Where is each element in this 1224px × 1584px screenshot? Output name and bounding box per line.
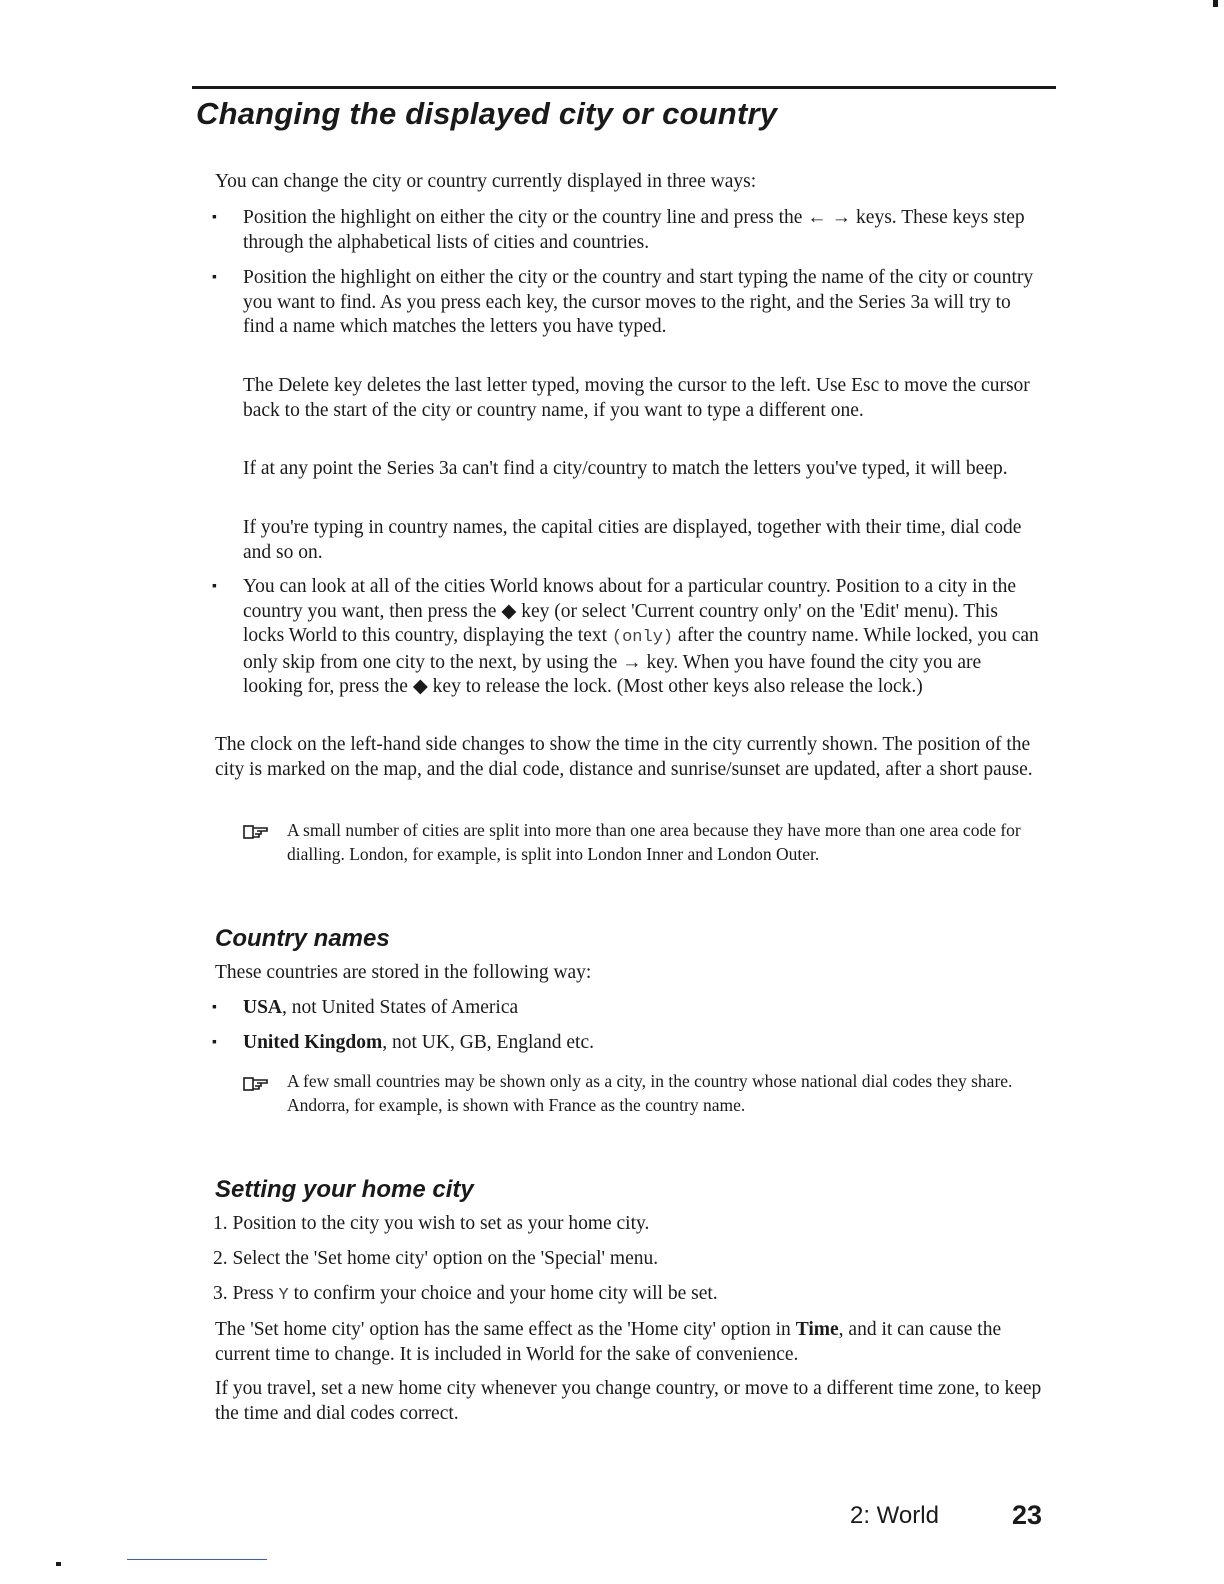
step-text: Select the 'Set home city' option on the 'Special' menu. bbox=[232, 1248, 659, 1269]
country-item-uk bbox=[243, 1031, 1043, 1056]
home-city-step-1 bbox=[213, 1212, 1043, 1237]
crop-mark-top-right bbox=[1213, 0, 1218, 7]
home-city-paragraph-1 bbox=[215, 1318, 1045, 1367]
footer-page-number: 23 bbox=[1012, 1500, 1043, 1530]
country-item-usa bbox=[243, 996, 1043, 1021]
bullet-dot-icon: ▪ bbox=[212, 579, 217, 594]
country-item-bold: USA bbox=[243, 997, 283, 1018]
bullet-arrow-keys: Position the highlight on either the city or the country line and press the ← → keys. These keys step through the alphabetical lists of cities and countries. bbox=[243, 207, 1025, 253]
step-number: 3. bbox=[213, 1283, 228, 1304]
sub-paragraph-beep: If at any point the Series 3a can't find a city/country to match the letters you've typed, it will beep. bbox=[243, 458, 1008, 479]
bottom-rule bbox=[127, 1559, 267, 1560]
bullet-dot-icon: ▪ bbox=[212, 210, 217, 225]
bullet-typing-name: Position the highlight on either the city or the country and start typing the name of the city or country you want to find. As you press each key, the cursor moves to the right, and the Series 3a will try to find a name which matches the letters you have typed. bbox=[243, 267, 1034, 337]
para-text-a: The 'Set home city' option has the same effect as the 'Home city' option in bbox=[215, 1319, 791, 1340]
section-top-rule bbox=[192, 86, 1056, 89]
pointing-hand-icon bbox=[243, 1074, 269, 1092]
step-text-a: Press bbox=[232, 1283, 274, 1304]
country-item-bold: United Kingdom bbox=[243, 1032, 383, 1053]
step-number: 1. bbox=[213, 1213, 228, 1234]
bullet-dot-icon: ▪ bbox=[212, 270, 217, 285]
bullet-dot-icon: ▪ bbox=[212, 1000, 217, 1015]
sub-paragraph-delete-key: The Delete key deletes the last letter typed, moving the cursor to the left. Use Esc to move the cursor back to the start of the city or country name, if you want to type a different one. bbox=[243, 375, 1030, 421]
pointing-hand-icon bbox=[243, 822, 269, 840]
sub-paragraph-country-names: If you're typing in country names, the capital cities are displayed, together with their time, dial code and so on. bbox=[243, 517, 1022, 563]
country-item-rest: , not UK, GB, England etc. bbox=[382, 1032, 594, 1053]
crop-mark-bottom-left bbox=[56, 1562, 61, 1566]
country-names-intro: These countries are stored in the following way: bbox=[215, 962, 592, 983]
home-city-step-3 bbox=[213, 1282, 1043, 1309]
y-key-label: Y bbox=[278, 1286, 289, 1305]
home-city-step-2 bbox=[213, 1247, 1043, 1272]
footer-chapter: 2: World bbox=[850, 1502, 939, 1529]
time-app-name: Time bbox=[795, 1319, 839, 1340]
country-names-heading: Country names bbox=[215, 925, 390, 952]
bullet-dot-icon: ▪ bbox=[212, 1035, 217, 1050]
only-code-label: (only) bbox=[611, 628, 674, 647]
lock-text-part-a: You can look at all of the cities World knows about for a particular country. Position to a city in the country you want, then press the ◆ key (or select 'Current country only' on the 'Edit' menu). This locks World to this country, displaying the text bbox=[243, 576, 1017, 646]
lock-text-part-b: after the country name. While locked, you can only skip from one city to the next, by using the → key. When you have found the city you are looking for, press the ◆ key to release the lock. (Most other keys also release the lock.) bbox=[243, 625, 1039, 697]
intro-paragraph: You can change the city or country currently displayed in three ways: bbox=[215, 171, 757, 192]
step-text: Position to the city you wish to set as your home city. bbox=[232, 1213, 650, 1234]
page-title: Changing the displayed city or country bbox=[196, 96, 778, 131]
home-city-paragraph-2: If you travel, set a new home city whenever you change country, or move to a different time zone, to keep the time and dial codes correct. bbox=[215, 1378, 1042, 1424]
para-text-b: , and it can cause the current time to change. It is included in World for the sake of convenience. bbox=[215, 1319, 1002, 1365]
clock-paragraph: The clock on the left-hand side changes to show the time in the city currently shown. The position of the city is marked on the map, and the dial code, distance and sunrise/sunset are updated, after a short pause. bbox=[215, 734, 1033, 780]
step-text-b: to confirm your choice and your home city will be set. bbox=[293, 1283, 718, 1304]
step-number: 2. bbox=[213, 1248, 228, 1269]
note-split-cities: A small number of cities are split into more than one area because they have more than one area code for dialling. London, for example, is split into London Inner and London Outer. bbox=[287, 820, 1021, 864]
country-item-rest: , not United States of America bbox=[282, 997, 519, 1018]
home-city-heading: Setting your home city bbox=[215, 1176, 474, 1203]
bullet-lock-country bbox=[243, 575, 1043, 700]
note-small-countries: A few small countries may be shown only as a city, in the country whose national dial codes they share. Andorra, for example, is shown with France as the country name. bbox=[287, 1071, 1013, 1115]
